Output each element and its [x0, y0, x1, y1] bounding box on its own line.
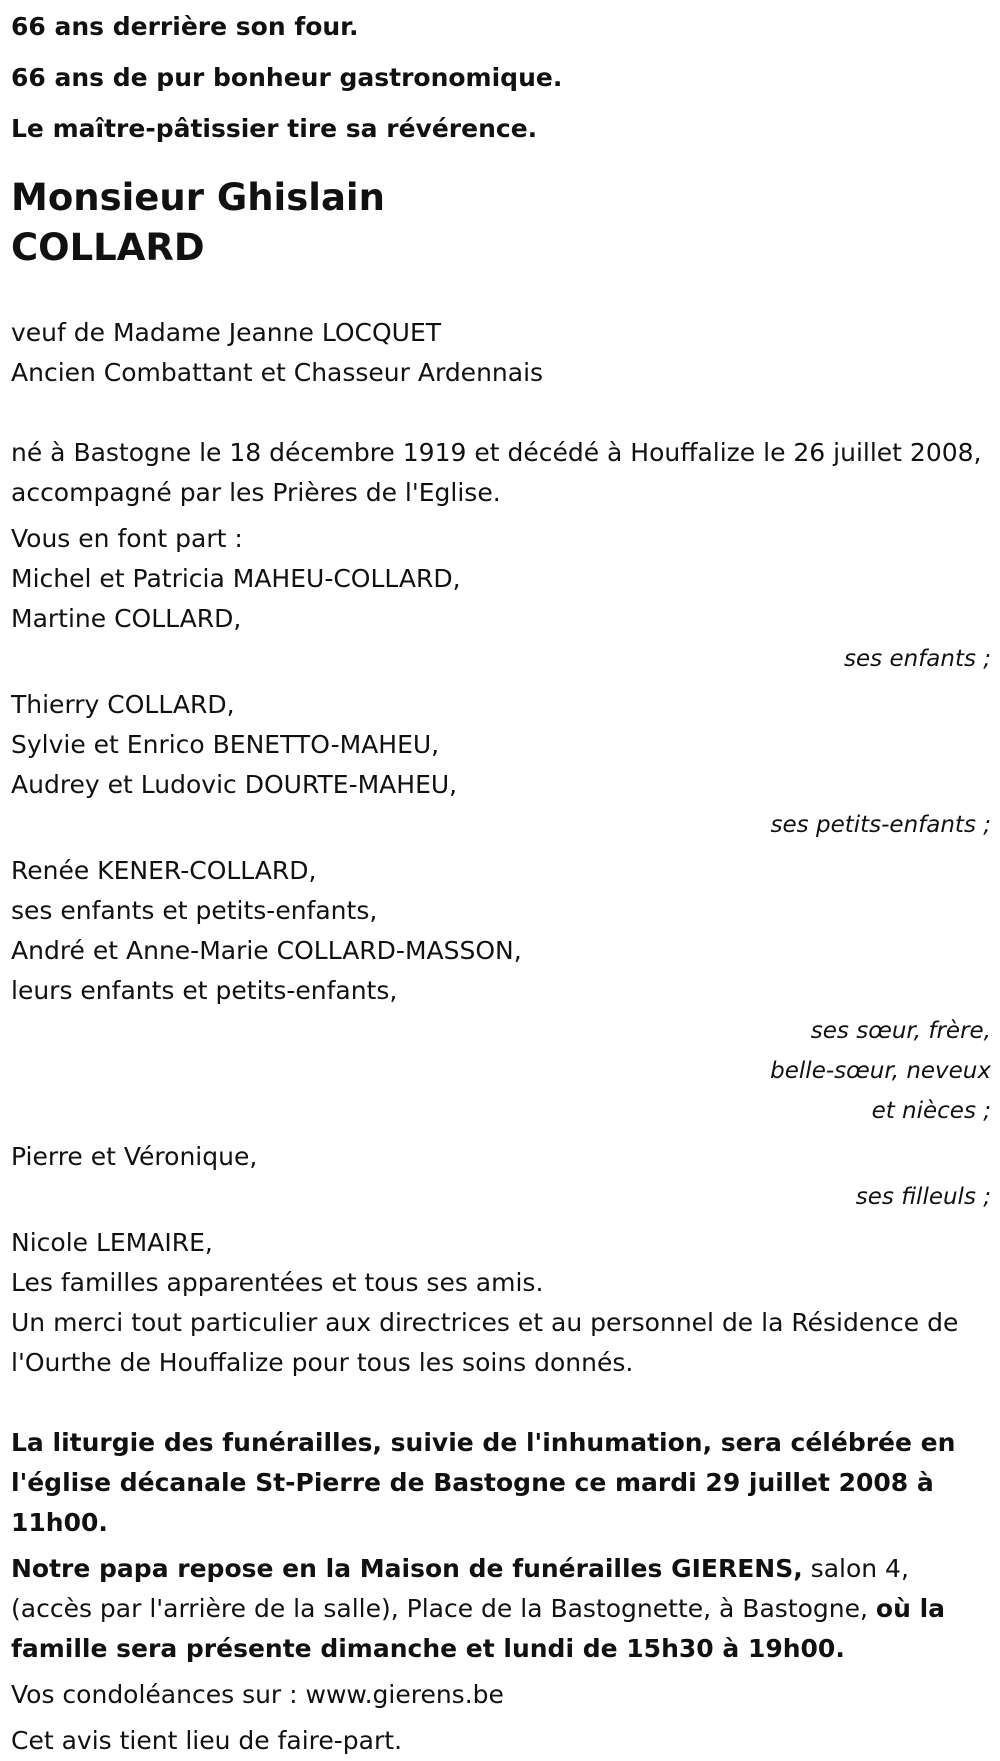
siblings-role-1: ses sœur, frère,	[810, 1018, 991, 1044]
children-name-1: Michel et Patricia MAHEU-COLLARD,	[11, 564, 461, 593]
intro-line-2: 66 ans de pur bonheur gastronomique.	[11, 63, 563, 92]
announce-line: Vous en font part :	[11, 524, 243, 553]
godchildren-role: ses filleuls ;	[855, 1184, 991, 1210]
repose-bold-start: Notre papa repose en la Maison de funérailles GIERENS,	[11, 1554, 803, 1583]
sibling-name-2: ses enfants et petits-enfants,	[11, 896, 378, 925]
condolences-line: Vos condoléances sur : www.gierens.be	[11, 1680, 504, 1709]
deceased-name-line-2: COLLARD	[11, 226, 205, 269]
repose-bold-end: où la famille sera présente dimanche et lundi de 15h30 à 19h00.	[11, 1594, 946, 1663]
grandchild-name-3: Audrey et Ludovic DOURTE-MAHEU,	[11, 770, 458, 799]
repose-normal: salon 4, (accès par l'arrière de la salle), Place de la Bastognette, à Bastogne,	[11, 1554, 909, 1623]
others-line-2: Les familles apparentées et tous ses amis.	[11, 1268, 544, 1297]
siblings-role-3: et nièces ;	[871, 1098, 991, 1124]
thanks-text: Un merci tout particulier aux directrices et au personnel de la Résidence de l'Ourthe de Houffalize pour tous les soins donnés.	[11, 1308, 959, 1377]
intro-line-1: 66 ans derrière son four.	[11, 12, 359, 41]
repose-text	[11, 1549, 991, 1669]
intro-line-3: Le maître-pâtissier tire sa révérence.	[11, 114, 538, 143]
children-name-2: Martine COLLARD,	[11, 604, 242, 633]
deceased-name	[11, 173, 991, 273]
obituary-notice	[11, 0, 991, 1761]
funeral-text: La liturgie des funérailles, suivie de l'inhumation, sera célébrée en l'église décanale St-Pierre de Bastogne ce mardi 29 juillet 2008 à 11h00.	[11, 1428, 956, 1537]
widower-line: veuf de Madame Jeanne LOCQUET	[11, 318, 442, 347]
birth-death-text: né à Bastogne le 18 décembre 1919 et décédé à Houffalize le 26 juillet 2008, accompagné par les Prières de l'Eglise.	[11, 438, 982, 507]
sibling-name-1: Renée KENER-COLLARD,	[11, 856, 317, 885]
children-role: ses enfants ;	[844, 646, 991, 672]
siblings-role-2: belle-sœur, neveux	[770, 1058, 991, 1084]
godchild-name-1: Pierre et Véronique,	[11, 1142, 258, 1171]
deceased-name-line-1: Monsieur Ghislain	[11, 176, 385, 219]
others-line-1: Nicole LEMAIRE,	[11, 1228, 213, 1257]
veteran-line: Ancien Combattant et Chasseur Ardennais	[11, 358, 544, 387]
sibling-name-4: leurs enfants et petits-enfants,	[11, 976, 398, 1005]
grandchildren-role: ses petits-enfants ;	[770, 812, 991, 838]
sibling-name-3: André et Anne-Marie COLLARD-MASSON,	[11, 936, 522, 965]
notice-line: Cet avis tient lieu de faire-part.	[11, 1726, 403, 1755]
grandchild-name-2: Sylvie et Enrico BENETTO-MAHEU,	[11, 730, 440, 759]
grandchild-name-1: Thierry COLLARD,	[11, 690, 235, 719]
